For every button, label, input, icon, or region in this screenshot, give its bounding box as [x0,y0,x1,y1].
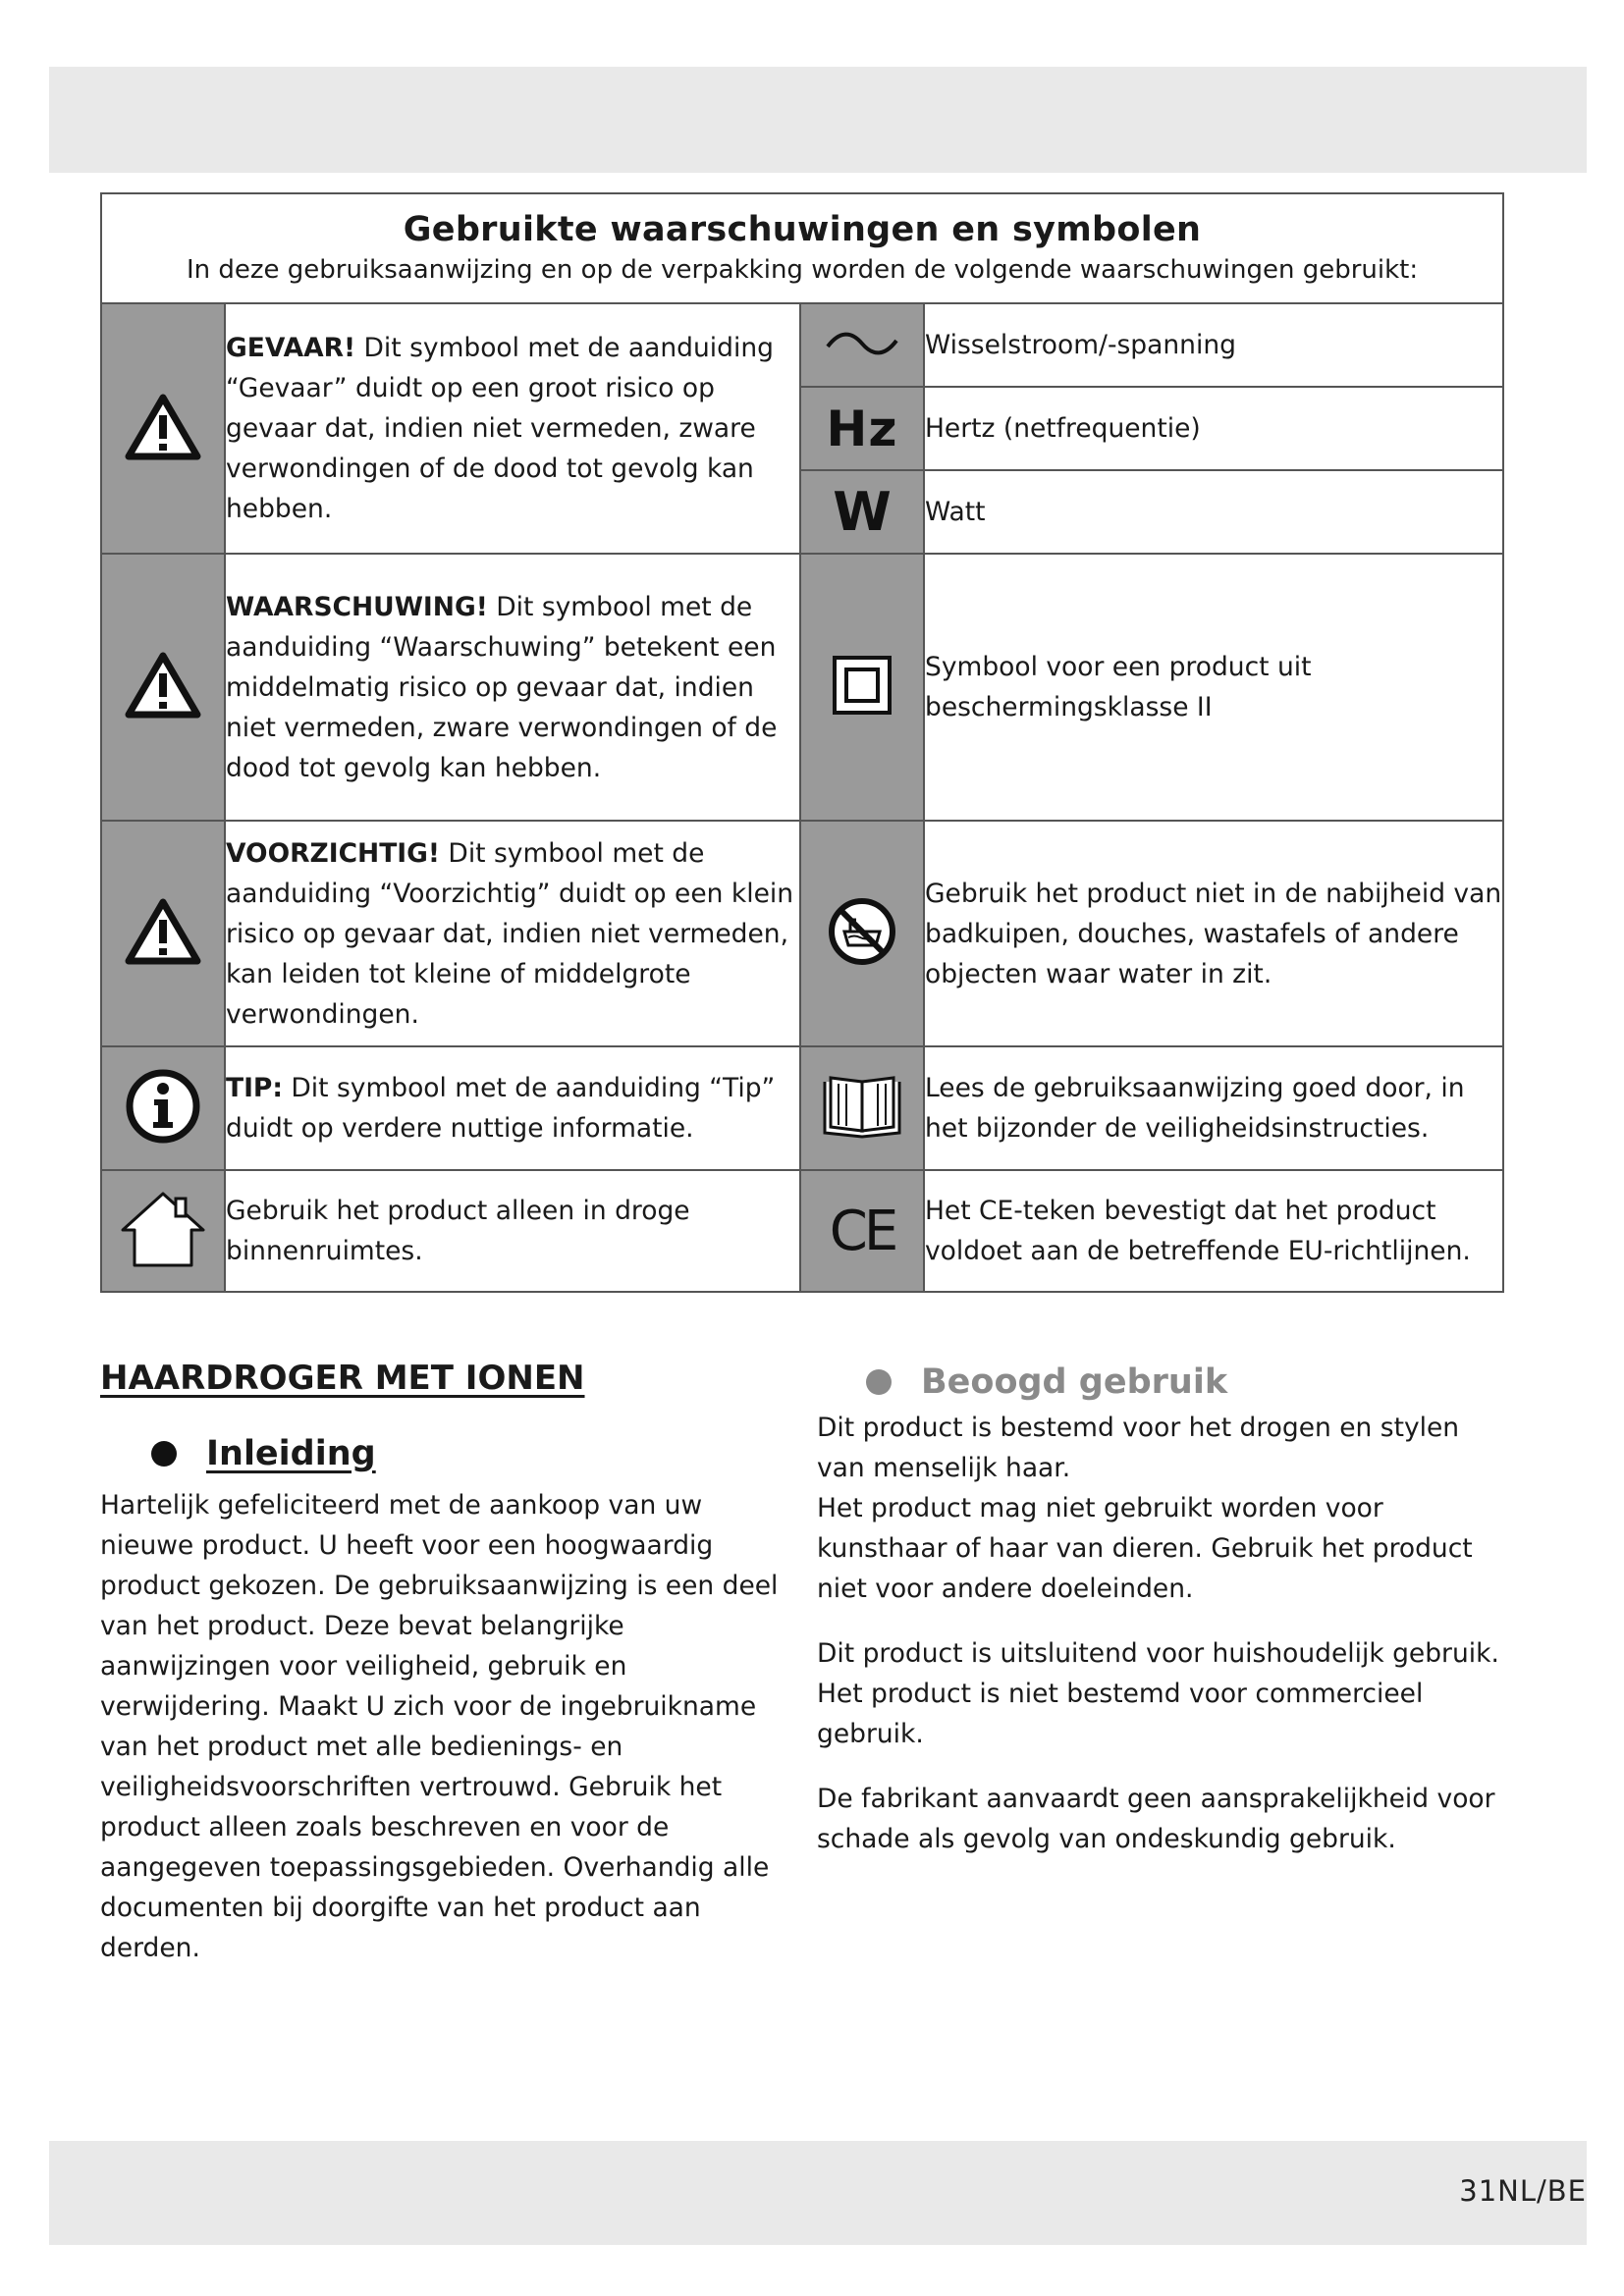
watt-icon: W [833,481,892,543]
hertz-icon: Hz [826,400,898,457]
bullet-icon [866,1369,892,1395]
ce-cell [800,1170,924,1292]
symbols-table-header [101,193,1503,303]
intended-use-para-4: Het product is niet bestemd voor commercieel gebruik. [817,1679,1424,1749]
intended-use-para-3: Dit product is uitsluitend voor huishoudelijk gebruik. [817,1638,1499,1669]
warning-cell [101,554,225,821]
tip-cell [101,1046,225,1170]
protection-class-2-icon [832,655,893,716]
no-bathtub-icon [827,896,897,967]
bullet-icon [151,1441,177,1467]
warning-triangle-icon [124,896,202,967]
indoor-cell [101,1170,225,1292]
no-water-description: Gebruik het product niet in de nabijheid van badkuipen, douches, wastafels of andere objecten waar water in zit. [924,821,1503,1046]
intended-use-heading-label: Beoogd gebruik [921,1362,1228,1402]
danger-label: GEVAAR! [226,333,356,363]
warning-description [225,554,800,821]
caution-text: Dit symbool met de aanduiding “Voorzichtig” duidt op een klein risico op gevaar dat, indien niet vermeden, kan leiden tot kleine of middelgrote verwondingen. [226,837,794,1030]
manual-description: Lees de gebruiksaanwijzing goed door, in het bijzonder de veiligheidsinstructies. [924,1046,1503,1170]
alternating-current-icon [822,329,902,358]
warning-triangle-icon [124,392,202,462]
warning-label: WAARSCHUWING! [226,591,488,622]
introduction-heading [151,1428,787,1479]
danger-text: Dit symbool met de aanduiding “Gevaar” duidt op een groot risico op gevaar dat, indien niet vermeden, zware verwondingen of de dood tot gevolg kan hebben. [226,333,774,524]
intended-use-heading [866,1357,1504,1408]
danger-description [225,303,800,554]
warning-text: Dit symbool met de aanduiding “Waarschuwing” betekent een middelmatig risico op gevaar dat, indien niet vermeden, zware verwondingen of de dood tot gevolg kan hebben. [226,591,778,783]
right-column [817,1353,1504,1859]
open-book-icon [821,1072,903,1141]
ce-description: Het CE-teken bevestigt dat het product voldoet aan de betreffende EU-richtlijnen. [924,1170,1503,1292]
left-column [100,1353,787,1968]
introduction-text: Hartelijk gefeliciteerd met de aankoop van uw nieuwe product. U heeft voor een hoogwaardig product gekozen. De gebruiksaanwijzing is een deel van het product. Deze bevat belangrijke aanwijzingen voor veiligheid, gebruik en verwijdering. Maakt U zich voor de ingebruikname van het product met alle bedienings- en veiligheidsvoorschriften vertrouwd. Gebruik het product alleen zoals beschreven en voor de aangegeven toepassingsgebieden. Overhandig alle documenten bij doorgifte van het product aan derden. [100,1490,779,1963]
intended-use-para-1: Dit product is bestemd voor het drogen en stylen van menselijk haar. [817,1413,1460,1483]
info-icon [124,1067,202,1146]
manual-cell [800,1046,924,1170]
intended-use-para-5: De fabrikant aanvaardt geen aansprakelijkheid voor schade als gevolg van ondeskundig gebruik. [817,1784,1495,1854]
page-number: 31NL/BE [1459,2174,1587,2208]
danger-cell [101,303,225,554]
intended-use-para-2: Het product mag niet gebruikt worden voor kunsthaar of haar van dieren. Gebruik het product niet voor andere doeleinden. [817,1493,1473,1604]
class2-description: Symbool voor een product uit beschermingsklasse II [924,554,1503,821]
caution-cell [101,821,225,1046]
symbols-table [100,192,1504,1293]
indoor-description: Gebruik het product alleen in droge binnenruimtes. [225,1170,800,1292]
footer-band [49,2141,1587,2245]
introduction-heading-label: Inleiding [206,1433,376,1473]
tip-description [225,1046,800,1170]
hertz-description: Hertz (netfrequentie) [924,387,1503,470]
class2-cell [800,554,924,821]
tip-text: Dit symbool met de aanduiding “Tip” duidt op verdere nuttige informatie. [226,1073,776,1144]
ac-description: Wisselstroom/-spanning [924,303,1503,387]
ce-mark-icon: CE [829,1199,895,1263]
caution-description [225,821,800,1046]
ac-cell [800,303,924,387]
header-band [49,67,1587,173]
no-water-cell [800,821,924,1046]
product-title: HAARDROGER MET IONEN [100,1359,585,1398]
symbols-table-subtitle: In deze gebruiksaanwijzing en op de verpakking worden de volgende waarschuwingen gebruikt: [186,255,1419,285]
symbols-table-title: Gebruikte waarschuwingen en symbolen [403,210,1202,249]
caution-label: VOORZICHTIG! [226,837,440,869]
tip-label: TIP: [226,1073,283,1103]
hertz-cell [800,387,924,470]
watt-description: Watt [924,470,1503,554]
watt-cell [800,470,924,554]
house-icon [119,1189,207,1269]
warning-triangle-icon [124,650,202,721]
